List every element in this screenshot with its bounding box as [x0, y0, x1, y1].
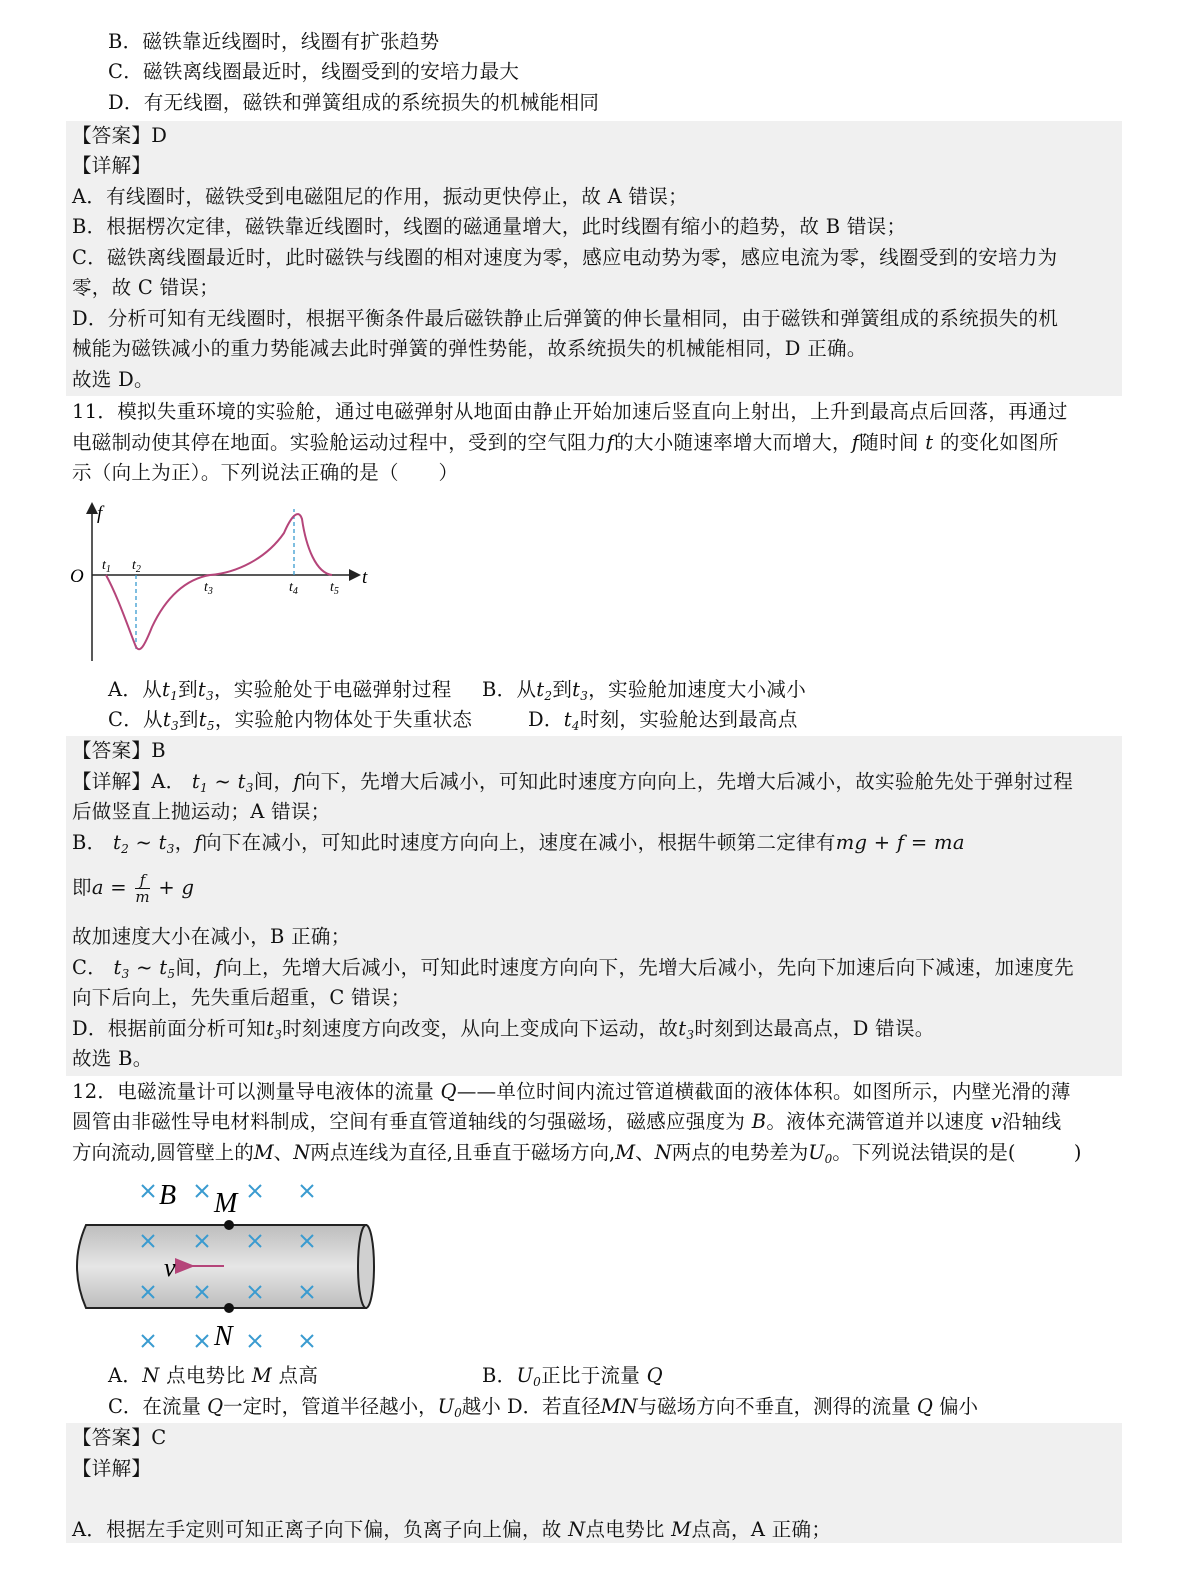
q10-detail-label: 【详解】 [72, 154, 152, 177]
q11-detail-line: C． $t_3$ ~ $t_5$间，f向上，先增大后减小，可知此时速度方向向下，先增大后减小，先向下加速后向下减速，加速度先 [72, 956, 1074, 981]
q12-stem-line: 圆管由非磁性导电材料制成，空间有垂直管道轴线的匀强磁场，磁感应强度为 B。液体充满管道并以速度 v沿轴线 [72, 1110, 1062, 1133]
q11-answer: 【答案】B [72, 739, 166, 762]
q11-f-t-graph [66, 497, 386, 667]
q12-stem-line: 12．电磁流量计可以测量导电液体的流量 Q——单位时间内流过管道横截面的液体体积。如图所示，内壁光滑的薄 [72, 1080, 1071, 1103]
svg-text:t2: $t_2$ [132, 558, 141, 575]
f-curve [106, 514, 332, 649]
svg-text:t4: $t_4$ [289, 580, 298, 597]
q10-detail-line: B．根据楞次定律，磁铁靠近线圈时，线圈的磁通量增大，此时线圈有缩小的趋势，故 B 错误； [72, 215, 907, 238]
q10-option-b: B．磁铁靠近线圈时，线圈有扩张趋势 [108, 30, 440, 53]
q12-flowmeter-diagram [66, 1175, 386, 1360]
q12-option-c-d: C．在流量 Q一定时，管道半径越小，$U_0$越小 D．若直径MN与磁场方向不垂直，测得的流量 Q 偏小 [108, 1395, 979, 1420]
svg-text:t3: $t_3$ [204, 580, 213, 597]
label-m: M [214, 1188, 238, 1219]
q10-detail-line: A．有线圈时，磁铁受到电磁阻尼的作用，振动更快停止，故 A 错误； [72, 185, 688, 208]
q12-option-b: B．$U_0$正比于流量 Q [482, 1364, 663, 1389]
q11-detail-formula: 即a = $\frac{f}{m}$ + g [72, 871, 195, 906]
origin-label: O [70, 566, 84, 587]
q12-detail-line: A．根据左手定则可知正离子向下偏，负离子向上偏，故 N点电势比 M点高，A 正确； [72, 1518, 832, 1541]
q10-option-c: C．磁铁离线圈最近时，线圈受到的安培力最大 [108, 60, 520, 83]
svg-text:t5: $t_5$ [330, 580, 339, 597]
q12-answer: 【答案】C [72, 1426, 167, 1449]
q11-option-a: A．从$t_1$到$t_3$，实验舱处于电磁弹射过程 [108, 678, 452, 703]
label-v: v [164, 1253, 176, 1282]
q11-detail-line: 【详解】A． $t_1$ ~ $t_3$间，f向下，先增大后减小，可知此时速度方向向上，先增大后减小，故实验舱先处于弹射过程 [72, 770, 1074, 795]
q11-option-b: B．从$t_2$到$t_3$，实验舱加速度大小减小 [482, 678, 807, 703]
q11-detail-line: 故加速度大小在减小，B 正确； [72, 925, 351, 948]
q11-stem-line: 电磁制动使其停在地面。实验舱运动过程中，受到的空气阻力f的大小随速率增大而增大，f随时间 t 的变化如图所 [72, 431, 1059, 454]
q11-detail-line: 后做竖直上抛运动；A 错误； [72, 800, 331, 823]
q11-stem-line: 示（向上为正）。下列说法正确的是（ ） [72, 461, 459, 484]
q11-detail-line: B． $t_2$ ~ $t_3$，f向下在减小，可知此时速度方向向上，速度在减小，根据牛顿第二定律有mg + f = ma [72, 831, 965, 856]
q11-detail-line: 向下后向上，先失重后超重，C 错误； [72, 986, 411, 1009]
q12-detail-label: 【详解】 [72, 1457, 152, 1480]
q11-detail-line: D．根据前面分析可知$t_3$时刻速度方向改变，从向上变成向下运动，故$t_3$时刻到达最高点，D 错误。 [72, 1017, 935, 1042]
emphasis-wrong: 错误 [929, 1141, 969, 1164]
pipe-end [358, 1225, 374, 1308]
x-axis-label: t [362, 567, 368, 588]
q12-option-a: A．N 点电势比 M 点高 [108, 1364, 319, 1387]
q10-answer: 【答案】D [72, 124, 168, 147]
q10-detail-line: 械能为磁铁减小的重力势能减去此时弹簧的弹性势能，故系统损失的机械能相同，D 正确。 [72, 337, 867, 360]
q11-option-d: D．$t_4$时刻，实验舱达到最高点 [528, 708, 798, 733]
y-axis-label: f [97, 503, 103, 524]
q11-detail-line: 故选 B。 [72, 1047, 153, 1070]
label-b: B [159, 1180, 177, 1211]
q10-detail-line: 零，故 C 错误； [72, 276, 220, 299]
q11-stem-line: 11．模拟失重环境的实验舱，通过电磁弹射从地面由静止开始加速后竖直向上射出，上升到最高点后回落，再通过 [72, 400, 1068, 423]
q10-detail-line: D．分析可知有无线圈时，根据平衡条件最后磁铁静止后弹簧的伸长量相同，由于磁铁和弹簧组成的系统损失的机 [72, 307, 1059, 330]
svg-text:t1: $t_1$ [102, 558, 111, 575]
point-m [224, 1220, 234, 1230]
q11-option-c: C．从$t_3$到$t_5$，实验舱内物体处于失重状态 [108, 708, 473, 733]
q10-option-d: D．有无线圈，磁铁和弹簧组成的系统损失的机械能相同 [108, 91, 600, 114]
label-n: N [214, 1321, 233, 1352]
q12-stem-line: 方向流动,圆管壁上的M、N两点连线为直径,且垂直于磁场方向,M、N两点的电势差为$U_0$。下列说法错误的是( ) [72, 1141, 1082, 1166]
point-n [224, 1303, 234, 1313]
q10-detail-line: C．磁铁离线圈最近时，此时磁铁与线圈的相对速度为零，感应电动势为零，感应电流为零，线圈受到的安培力为 [72, 246, 1058, 269]
q10-detail-line: 故选 D。 [72, 368, 154, 391]
